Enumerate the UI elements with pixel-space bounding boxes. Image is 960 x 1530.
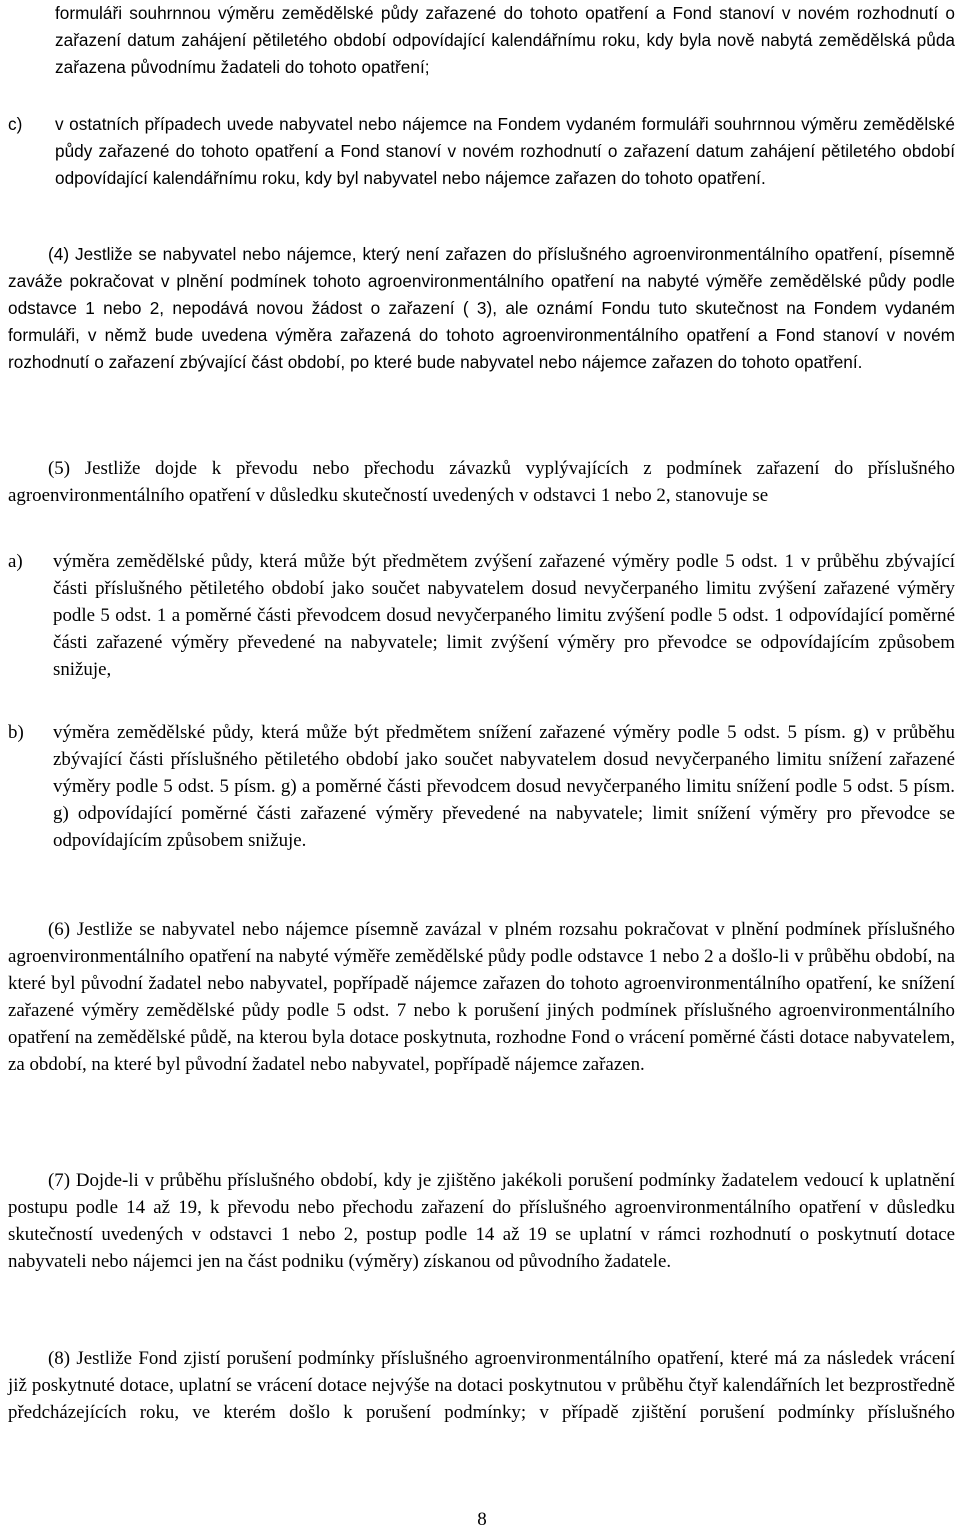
paragraph-6: (6) Jestliže se nabyvatel nebo nájemce písemně zavázal v plném rozsahu pokračovat v plnění podmínek příslušného agroenvironmentálního opatření na nabyté výměře zemědělské půdy podle odstavce 1 nebo 2 a došlo-li v průběhu období, na které byl původní žadatel nebo nabyvatel, popřípadě nájemce zařazen do tohoto agroenvironmentálního opatření, ke snížení zařazené výměry zemědělské půdy podle 5 odst. 7 nebo k porušení jiných podmínek příslušného agroenvironmentálního opatření na zemědělské půdě, na kterou byla dotace poskytnuta, rozhodne Fond o vrácení poměrné části dotace nabyvatelem, za období, na které byl původní žadatel nebo nabyvatel, popřípadě nájemce zařazen. <box>8 919 955 1076</box>
paragraph-5: (5) Jestliže dojde k převodu nebo přechodu závazků vyplývajících z podmínek zařazení do příslušného agroenvironmentálního opatření v důsledku skutečností uvedených v odstavci 1 nebo 2, stanovuje se <box>8 458 955 507</box>
list-item-b <box>8 719 955 889</box>
paragraph-8: (8) Jestliže Fond zjistí porušení podmínky příslušného agroenvironmentálního opatření, které má za následek vrácení již poskytnuté dotace, uplatní se vrácení dotace nejvýše na dotaci poskytnutou v průběhu čtyř kalendářních let bezprostředně předcházejících roku, ve kterém došlo k porušení podmínky; v případě zjištění porušení podmínky příslušného <box>8 1348 955 1424</box>
list-item-text: výměra zemědělské půdy, která může být předmětem snížení zařazené výměry podle 5 odst. 5 písm. g) v průběhu zbývající části příslušného pětiletého období jako součet nabyvatelem dosud nevyčerpaného limitu snížení zařazené výměry podle 5 odst. 5 písm. g) a poměrné části převodcem dosud nevyčerpaného limitu snížení podle 5 odst. 5 písm. g) odpovídající poměrné části zařazené výměry převedené na nabyvatele; limit snížení výměry pro převodce se odpovídajícím způsobem snižuje. <box>53 722 955 852</box>
list-item-text: v ostatních případech uvede nabyvatel nebo nájemce na Fondem vydaném formuláři souhrnnou výměru zemědělské půdy zařazené do tohoto opatření a Fond stanoví v novém rozhodnutí o zařazení datum zahájení pětiletého období odpovídající kalendářnímu roku, kdy byl nabyvatel nebo nájemce zařazen do tohoto opatření. <box>55 114 955 188</box>
paragraph-4: (4) Jestliže se nabyvatel nebo nájemce, který není zařazen do příslušného agroenvironmentálního opatření, písemně zaváže pokračovat v plnění podmínek tohoto agroenvironmentálního opatření na nabyté výměře zemědělské půdy podle odstavce 1 nebo 2, nepodává novou žádost o zařazení ( 3), ale oznámí Fondu tuto skutečnost na Fondem vydaném formuláři, v němž bude uvedena výměra zařazená do tohoto agroenvironmentálního opatření a Fond stanoví v novém rozhodnutí o zařazení zbývající část období, po které bude nabyvatel nebo nájemce zařazen do tohoto opatření. <box>8 244 955 372</box>
list-item-label: c) <box>8 114 23 134</box>
list-item-label: a) <box>8 551 23 572</box>
page-number: 8 <box>477 1509 487 1530</box>
paragraph-continuation: formuláři souhrnnou výměru zemědělské půdy zařazené do tohoto opatření a Fond stanoví v novém rozhodnutí o zařazení datum zahájení pětiletého období odpovídající kalendářnímu roku, kdy byla nově nabytá zemědělská půda zařazena původnímu žadateli do tohoto opatření; <box>55 3 955 77</box>
list-item-text: výměra zemědělské půdy, která může být předmětem zvýšení zařazené výměry podle 5 odst. 1 v průběhu zbývající části příslušného pětiletého období jako součet nabyvatelem dosud nevyčerpaného limitu zvýšení zařazené výměry podle 5 odst. 1 a poměrné části převodcem dosud nevyčerpaného limitu zvýšení podle 5 odst. 1 odpovídající poměrné části zařazené výměry převedené na nabyvatele; limit zvýšení výměry pro převodce se odpovídajícím způsobem snižuje, <box>53 551 955 681</box>
list-item-c <box>8 111 955 226</box>
paragraph-7: (7) Dojde-li v průběhu příslušného období, kdy je zjištěno jakékoli porušení podmínky žadatelem vedoucí k uplatnění postupu podle 14 až 19, k převodu nebo přechodu zařazení do příslušného agroenvironmentálního opatření v důsledku skutečností uvedených v odstavci 1 nebo 2, postup podle 14 až 19 se uplatní v rámci rozhodnutí o poskytnutí dotace nabyvateli nebo nájemci jen na část podniku (výměry) získanou od původního žadatele. <box>8 1170 955 1273</box>
list-item-label: b) <box>8 722 24 743</box>
list-item-a <box>8 548 955 718</box>
